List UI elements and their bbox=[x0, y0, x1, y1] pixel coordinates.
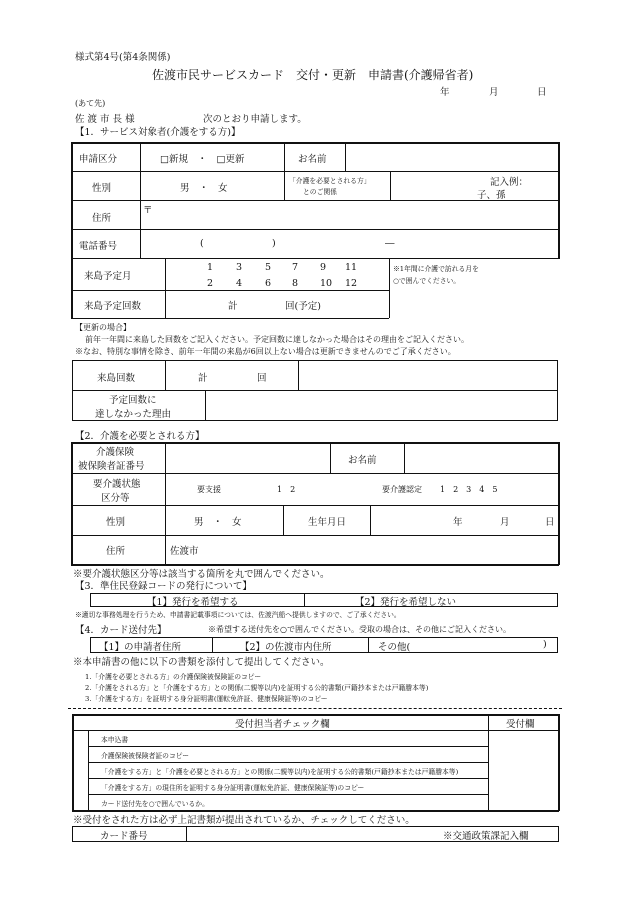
renewal-reason-label-1: 予定回数に bbox=[109, 395, 157, 406]
section3-note: ※適切な事務処理を行うため、申請書記載事項については、佐渡汽船へ提供しますので、ご了承ください。 bbox=[75, 611, 401, 619]
cared-name-field[interactable] bbox=[407, 445, 555, 471]
renewal-note-2: ※なお、特別な事情を除き、前年一年間の来島が6回以上ない場合は更新できませんのでご了承ください。 bbox=[75, 347, 456, 356]
support-levels[interactable]: 1 2 bbox=[277, 485, 296, 494]
page-title: 佐渡市民サービスカード 交付・更新 申請書(介護帰省者) bbox=[152, 68, 474, 82]
applicant-name-label: お名前 bbox=[298, 154, 327, 165]
visit-month-note-2: ○で囲んでください。 bbox=[393, 277, 461, 285]
insurance-number-field[interactable] bbox=[168, 445, 328, 471]
phone-paren-open: ( bbox=[200, 238, 204, 249]
relation-label-2: とのご関係 bbox=[303, 188, 337, 196]
staff-check-item: 介護保険被保険者証のコピー bbox=[101, 752, 190, 760]
code-option-1[interactable]: 【1】発行を希望する bbox=[147, 597, 239, 608]
apply-type-label: 申請区分 bbox=[79, 154, 118, 165]
applicant-gender-label: 性別 bbox=[92, 183, 112, 194]
insurance-label-2: 被保険者証番号 bbox=[78, 461, 145, 472]
postal-mark: 〒 bbox=[143, 205, 153, 216]
cared-gender-label: 性別 bbox=[106, 517, 126, 528]
renewal-count-unit: 回 bbox=[257, 373, 267, 384]
reception-header: 受付欄 bbox=[506, 719, 535, 730]
attachment-item: 3.「介護をする方」を証明する身分証明書(運転免許証、健康保険証等)のコピー bbox=[85, 695, 328, 703]
relation-example-2: 子、孫 bbox=[477, 190, 506, 201]
staff-check-header: 受付担当者チェック欄 bbox=[235, 719, 330, 730]
attachment-item: 1.「介護を必要とされる方」の介護保険被保険証のコピー bbox=[85, 673, 262, 681]
month-option[interactable]: 6 bbox=[265, 278, 272, 289]
send-option-3-close: ) bbox=[543, 639, 547, 650]
renewal-count-label: 来島回数 bbox=[97, 373, 136, 384]
staff-check-item: 「介護をする方」の現住所を証明する身分証明書(運転免許証、健康保険証等)のコピー bbox=[101, 784, 365, 792]
care-levels[interactable]: 1 2 3 4 5 bbox=[440, 485, 498, 494]
section4-note: ※希望する送付先を○で囲んでください。受取の場合は、その他にご記入ください。 bbox=[208, 625, 511, 634]
month-option[interactable]: 12 bbox=[345, 278, 358, 289]
section3-title: 【3．準住民登録コードの発行について】 bbox=[75, 581, 252, 592]
renewal-title: 【更新の場合】 bbox=[75, 323, 131, 332]
visit-month-label: 来島予定月 bbox=[84, 271, 132, 282]
month-option[interactable]: 9 bbox=[320, 262, 327, 273]
visit-month-note-1: ※1年間に介護で訪れる月を bbox=[393, 265, 479, 273]
applicant-address-label: 住所 bbox=[92, 213, 112, 224]
renewal-count-total: 計 bbox=[198, 373, 208, 384]
card-number-label: カード番号 bbox=[100, 831, 148, 842]
care-cert-label: 要介護認定 bbox=[382, 485, 422, 494]
cared-address-value: 佐渡市 bbox=[170, 546, 199, 557]
cared-name-label: お名前 bbox=[348, 455, 377, 466]
staff-check-item: 本申込書 bbox=[101, 736, 129, 744]
applicant-gender-options[interactable]: 男 ・ 女 bbox=[180, 183, 228, 194]
month-option[interactable]: 2 bbox=[207, 278, 214, 289]
birth-label: 生年月日 bbox=[308, 517, 347, 528]
visit-count-unit: 回(予定) bbox=[285, 301, 321, 312]
birth-month: 月 bbox=[500, 517, 510, 528]
phone-paren-close: ) bbox=[272, 238, 276, 249]
month-option[interactable]: 7 bbox=[292, 262, 299, 273]
cut-line bbox=[68, 708, 562, 709]
addressee-note: (あて先) bbox=[75, 99, 106, 108]
care-level-label-2: 区分等 bbox=[101, 493, 130, 504]
request-text: 次のとおり申請します。 bbox=[203, 114, 307, 125]
month-option[interactable]: 8 bbox=[292, 278, 299, 289]
birth-year: 年 bbox=[453, 517, 463, 528]
relation-example-1: 記入例： bbox=[490, 177, 529, 188]
care-level-label-1: 要介護状態 bbox=[93, 479, 141, 490]
applicant-address-field[interactable] bbox=[155, 202, 553, 227]
staff-footer-note: ※受付をされた方は必ず上記書類が提出されているか、チェックしてください。 bbox=[73, 815, 415, 826]
apply-type-options[interactable]: □新規 ・ □更新 bbox=[160, 154, 245, 165]
staff-check-item: カード送付先を○で囲んでいるか。 bbox=[101, 800, 209, 808]
phone-dash: ― bbox=[385, 238, 395, 249]
section2-note: ※要介護状態区分等は該当する箇所を丸で囲んでください。 bbox=[73, 569, 330, 580]
section4-title: 【4．カード送付先】 bbox=[75, 625, 167, 636]
relation-label-1: 「介護を必要とされる方」 bbox=[289, 177, 371, 185]
date-year: 年 bbox=[440, 87, 450, 98]
birth-day: 日 bbox=[545, 517, 555, 528]
section1-title: 【1．サービス対象者(介護をする方)】 bbox=[75, 127, 241, 138]
support-label: 要支援 bbox=[197, 485, 221, 494]
renewal-reason-field[interactable] bbox=[208, 392, 554, 418]
phone-label: 電話番号 bbox=[79, 241, 118, 252]
renewal-note-1: 前年一年間に来島した回数をご記入ください。予定回数に達しなかった場合はその理由をご記入ください。 bbox=[85, 335, 469, 344]
month-option[interactable]: 5 bbox=[265, 262, 272, 273]
attachments-title: ※本申請書の他に以下の書類を添付して提出してください。 bbox=[73, 657, 330, 668]
code-option-2[interactable]: 【2】発行を希望しない bbox=[355, 597, 457, 608]
send-option-1[interactable]: 【1】の申請者住所 bbox=[99, 642, 182, 653]
applicant-name-field[interactable] bbox=[350, 144, 554, 169]
date-day: 日 bbox=[537, 87, 547, 98]
date-month: 月 bbox=[489, 87, 499, 98]
cared-gender-options[interactable]: 男 ・ 女 bbox=[194, 517, 242, 528]
month-option[interactable]: 10 bbox=[320, 278, 333, 289]
insurance-label-1: 介護保険 bbox=[96, 447, 135, 458]
send-option-3[interactable]: その他( bbox=[378, 642, 411, 653]
mayor-addressee: 佐 渡 市 長 様 bbox=[75, 114, 135, 125]
form-number: 様式第4号(第4条関係) bbox=[75, 52, 171, 63]
month-option[interactable]: 1 bbox=[207, 262, 214, 273]
staff-check-item: 「介護をする方」と「介護を必要とされる方」との関係(二親等以内)を証明する公的書類(戸籍抄本または戸籍謄本等) bbox=[101, 768, 459, 776]
send-option-2[interactable]: 【2】の佐渡市内住所 bbox=[240, 642, 332, 653]
visit-count-label: 来島予定回数 bbox=[84, 301, 142, 312]
cared-address-label: 住所 bbox=[106, 546, 126, 557]
renewal-reason-label-2: 達しなかった理由 bbox=[95, 409, 172, 420]
visit-count-total: 計 bbox=[228, 301, 238, 312]
section2-title: 【2．介護を必要とされる方】 bbox=[75, 431, 205, 442]
transport-note: ※交通政策課記入欄 bbox=[443, 831, 529, 842]
month-option[interactable]: 4 bbox=[236, 278, 243, 289]
month-option[interactable]: 11 bbox=[345, 262, 358, 273]
attachment-item: 2.「介護をされる方」と「介護をする方」との関係(二親等以内)を証明する公的書類(戸籍抄本または戸籍謄本等) bbox=[85, 684, 429, 692]
month-option[interactable]: 3 bbox=[236, 262, 243, 273]
